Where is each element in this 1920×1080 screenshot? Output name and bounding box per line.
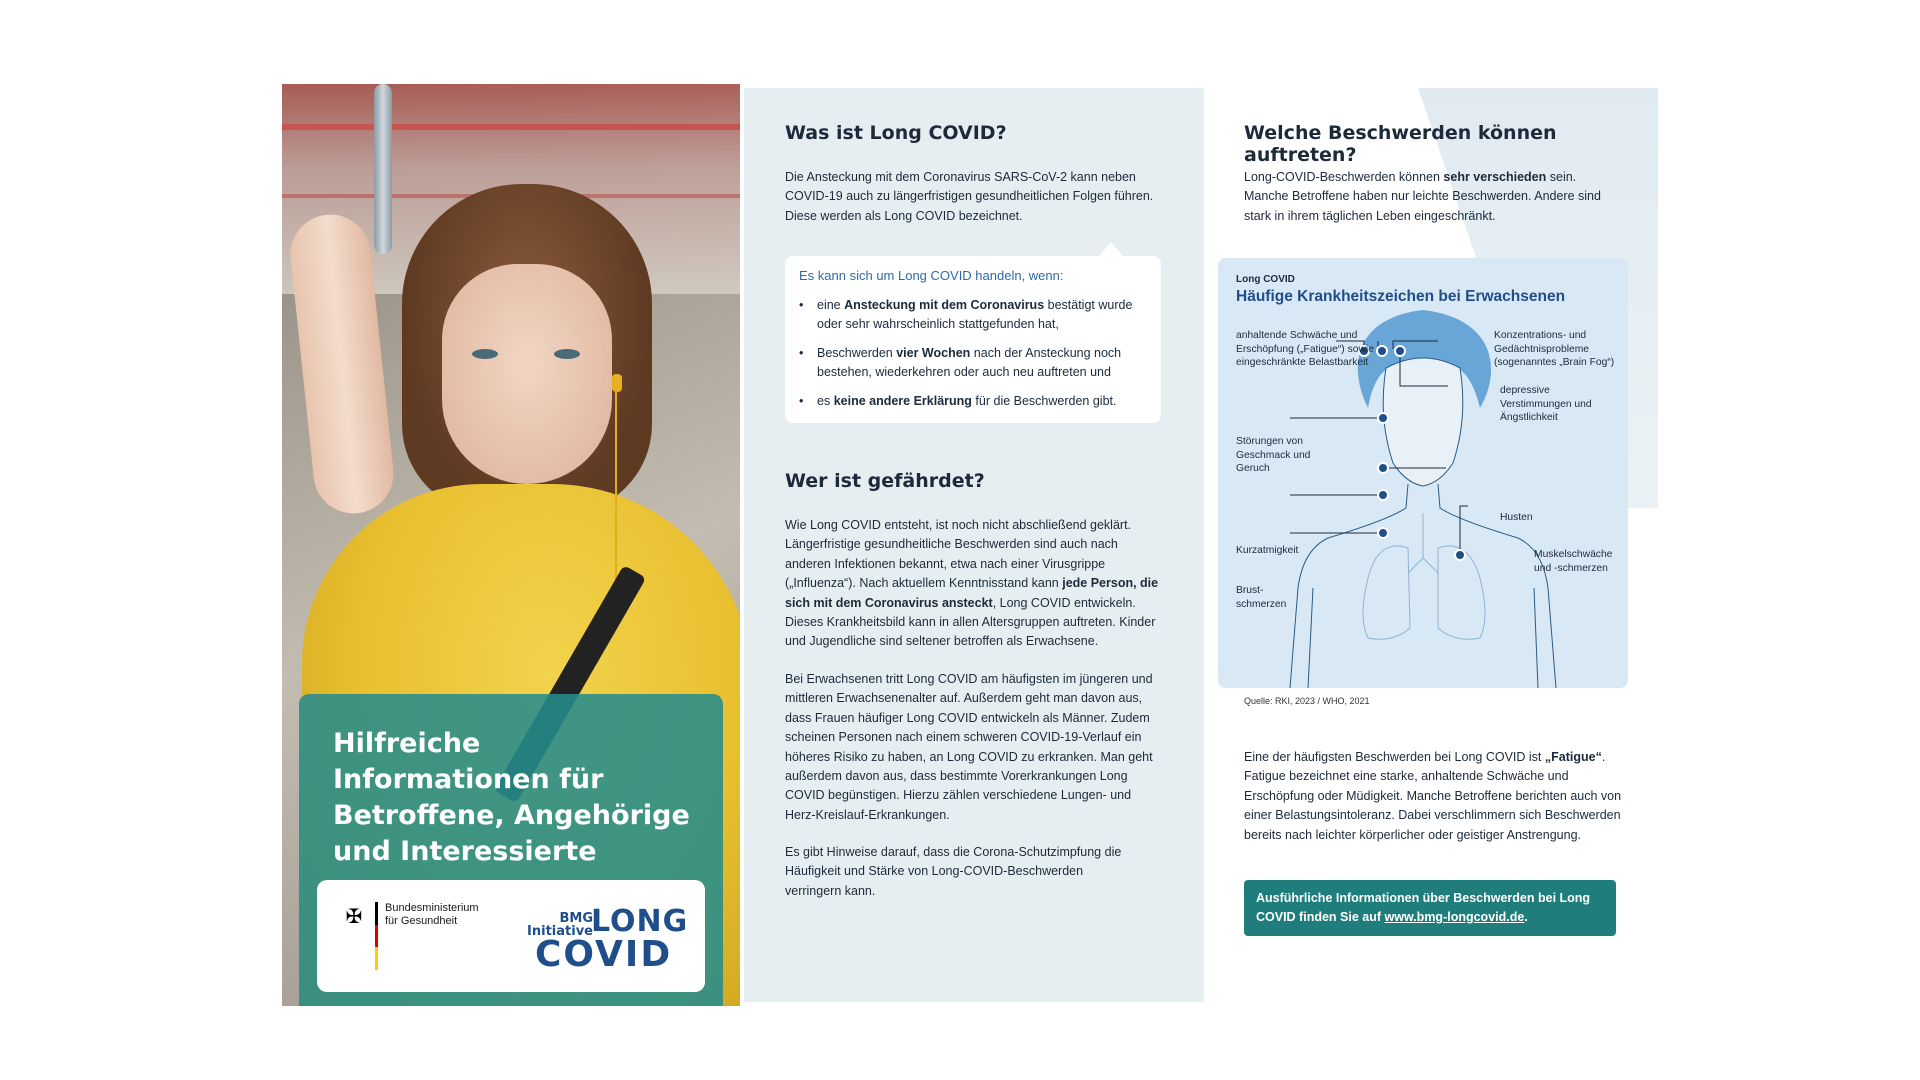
logo-card — [317, 880, 705, 992]
face — [442, 264, 612, 484]
para1-part-a: Wie Long COVID entsteht, ist noch nicht abschließend geklärt. Längerfristige gesundheitliche Beschwerden sind auch nach anderen Infektionen bekannt, etwa nach einer Virusgrippe („Influenza“). Nach aktuellem Kenntnisstand kann — [785, 518, 1132, 591]
callout-heading: Es kann sich um Long COVID handeln, wenn: — [799, 268, 1064, 283]
bullet-post: bestätigt wurde oder sehr wahrscheinlich stattgefunden hat, — [817, 298, 1133, 331]
cta-period: . — [1524, 910, 1528, 924]
symptoms-panel — [1206, 88, 1658, 1002]
vaccination-paragraph: Es gibt Hinweise darauf, dass die Corona-Schutzimpfung die Häufigkeit und Stärke von Long-COVID-Beschwerden verringern kann. — [785, 845, 1122, 898]
connector-muscle — [1460, 506, 1468, 553]
label-chest: Brust-schmerzen — [1236, 585, 1287, 610]
fatigue-part-a: Eine der häufigsten Beschwerden bei Long COVID ist — [1244, 750, 1545, 764]
marker-muscle — [1455, 550, 1465, 560]
bullet-pre: es — [817, 394, 834, 408]
label-fatigue: anhaltende Schwäche und Erschöpfung („Fatigue“) sowie eingeschränkte Belastbarkeit — [1236, 330, 1374, 368]
intro-part-a: Long-COVID-Beschwerden können — [1244, 170, 1444, 184]
heading-symptoms: Welche Beschwerden können auftreten? — [1244, 122, 1557, 166]
bullet-dot: • — [799, 394, 804, 408]
bullet-dot: • — [799, 346, 804, 360]
label-breath: Kurzatmigkeit — [1236, 545, 1299, 556]
website-link[interactable]: www.bmg-longcovid.de — [1384, 910, 1525, 924]
marker-cough — [1378, 463, 1388, 473]
label-muscle: Muskelschwäche und -schmerzen — [1534, 549, 1613, 574]
heading-what-is: Was ist Long COVID? — [785, 122, 1007, 144]
more-info-box — [1244, 880, 1616, 936]
arm-lines — [1308, 588, 1538, 688]
diagram-title: Häufige Krankheitszeichen bei Erwachsenen — [1236, 288, 1566, 305]
label-depressive: depressive Verstimmungen und Ängstlichkeit — [1500, 385, 1592, 423]
label-cough: Husten — [1500, 512, 1533, 523]
marker-breath — [1378, 490, 1388, 500]
logo-long: LONG — [591, 904, 689, 939]
ministry-line-1: Bundesministerium — [385, 902, 479, 914]
bullet-post: nach der Ansteckung noch bestehen, wiederkehren oder auch neu auftreten und — [817, 346, 1122, 379]
marker-concentration — [1377, 346, 1387, 356]
bullet-bold: keine andere Erklärung — [833, 394, 972, 408]
cta-text: Ausführliche Informationen über Beschwerden bei Long COVID finden Sie auf — [1256, 891, 1591, 924]
ministry-line-2: für Gesundheit — [385, 915, 458, 927]
risk-paragraph-2: Bei Erwachsenen tritt Long COVID am häufigsten im jüngeren und mittleren Erwachsenenalter auf. Außerdem geht man davon aus, dass Frauen häufiger Long COVID entwickeln als Männer. Zudem scheinen Personen nach einem schweren COVID-19-Verlauf ein höheres Risiko zu haben, an Long COVID zu erkranken. Man geht außerdem davon aus, dass bestimmte Vorerkrankungen Long COVID begünstigen. Hierzu zählen verschiedene Lungen- und Herz-Kreislauf-Erkrankungen. — [785, 672, 1153, 822]
bullet-bold: Ansteckung mit dem Coronavirus — [844, 298, 1045, 312]
bus-rail — [282, 124, 740, 130]
cover-title-box — [299, 694, 723, 1006]
bullet-text — [817, 344, 1143, 382]
left-lung — [1363, 546, 1410, 639]
heading-who-at-risk: Wer ist gefährdet? — [785, 470, 985, 492]
source-note: Quelle: RKI, 2023 / WHO, 2021 — [1244, 696, 1370, 706]
fatigue-bold: „Fatigue“ — [1544, 750, 1602, 764]
intro-text: Die Ansteckung mit dem Coronavirus SARS-CoV-2 kann neben COVID-19 auch zu längerfristigen gesundheitlichen Folgen führen. Diese werden als Long COVID bezeichnet. — [785, 170, 1154, 223]
german-flag-icon — [375, 902, 378, 970]
marker-chest — [1378, 528, 1388, 538]
symptom-diagram — [1218, 258, 1628, 688]
cover-title: Hilfreiche Informationen für Betroffene, Angehörige und Interessierte — [333, 728, 690, 867]
criteria-callout — [785, 256, 1161, 423]
ministry-name — [385, 902, 479, 928]
eye — [472, 349, 498, 359]
risk-paragraph-1 — [785, 516, 1161, 652]
symptoms-intro — [1244, 168, 1624, 226]
fatigue-part-b: . Fatigue bezeichnet eine starke, anhaltende Schwäche und Erschöpfung oder Müdigkeit. Manche Betroffene berichten auch von einer Belastungsintoleranz. Dabei verschlimmern sich Beschwerden bereits nach leichter körperlicher oder geistiger Anstrengung. — [1244, 750, 1622, 842]
label-concentration: Konzentrations- und Gedächtnisprobleme (sogenanntes „Brain Fog“) — [1494, 330, 1615, 368]
bullet-post: für die Beschwerden gibt. — [971, 394, 1117, 408]
label-taste: Störungen von Geschmack und Geruch — [1236, 436, 1311, 474]
bullet-bold: vier Wochen — [896, 346, 971, 360]
bullet-text — [817, 296, 1143, 334]
bullet-dot: • — [799, 298, 804, 312]
intro-part-b: sein. Manche Betroffene haben nur leichte Beschwerden. Andere sind stark in ihrem täglichen Leben eingeschränkt. — [1244, 170, 1601, 223]
diagram-kicker: Long COVID — [1236, 274, 1295, 285]
intro-bold: sehr verschieden — [1443, 170, 1547, 184]
info-panel — [744, 88, 1204, 1002]
initiative-label: BMG Initiative — [527, 911, 593, 939]
trachea — [1408, 513, 1438, 573]
bullet-text — [817, 392, 1143, 411]
para1-part-b: , Long COVID entwickeln. Dieses Krankheitsbild kann in allen Altersgruppen auftreten. Kinder und Jugendliche sind seltener betroffen als Erwachsene. — [785, 595, 1156, 649]
bullet-pre: eine — [817, 298, 845, 312]
cover-panel — [282, 84, 740, 1006]
earphone-icon — [612, 374, 622, 392]
more-info-text — [1256, 889, 1596, 927]
federal-eagle-icon: ✠ — [345, 906, 363, 928]
eye — [554, 349, 580, 359]
grab-handle — [374, 84, 392, 254]
head-outline — [1383, 358, 1463, 486]
fatigue-paragraph — [1244, 748, 1624, 845]
logo-covid: COVID — [535, 934, 673, 975]
marker-depressive — [1395, 346, 1405, 356]
bullet-pre: Beschwerden — [817, 346, 897, 360]
para1-bold: jede Person, die sich mit dem Coronavirus ansteckt — [785, 576, 1159, 610]
marker-taste — [1378, 413, 1388, 423]
